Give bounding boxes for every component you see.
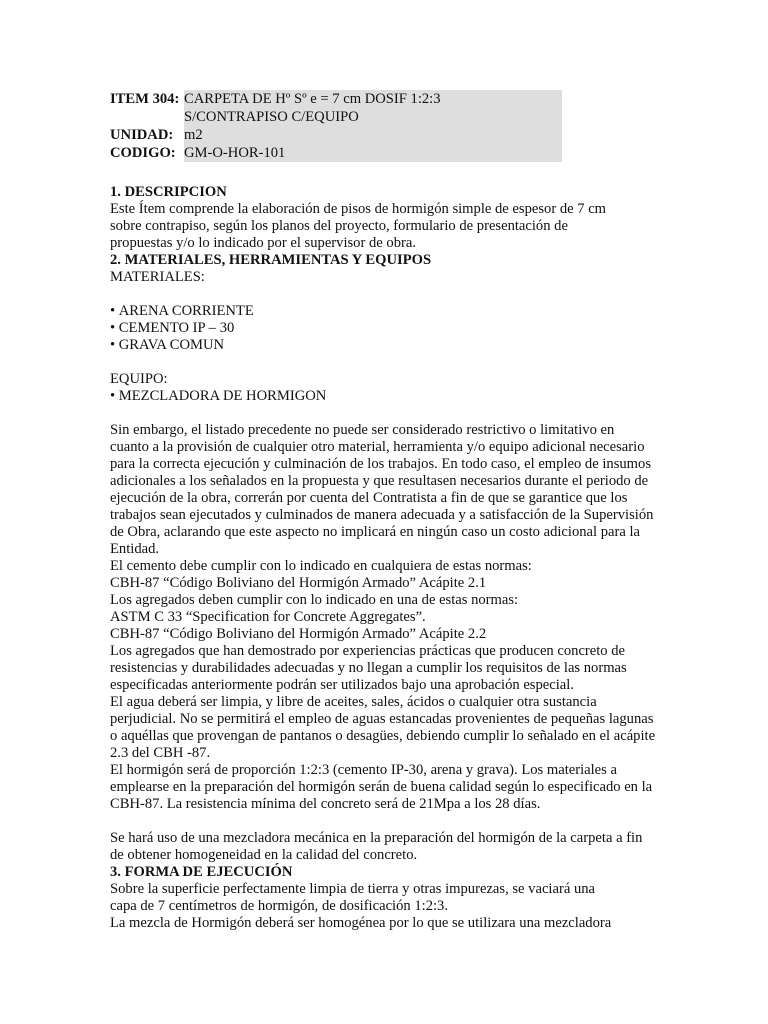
item-title-line-1: CARPETA DE Hº Sº e = 7 cm DOSIF 1:2:3 [184,90,562,108]
text-line: resistencias y durabilidades adecuadas y no llegan a cumplir los requisitos de las normas [110,660,627,676]
blank-line [110,813,690,830]
text-line: trabajos sean ejecutados y culminados de manera adecuada y a satisfacción de la Supervisión [110,507,654,523]
document-page [110,90,690,932]
section-3-line: Sobre la superficie perfectamente limpia de tierra y otras impurezas, se vaciará una [110,881,596,897]
text-line: 2.3 del CBH -87. [110,745,211,761]
section-1-title: 1. DESCRIPCION [110,184,227,200]
unidad-label: UNIDAD: [110,127,174,143]
text-line: o aquéllas que provengan de pantanos o desagües, debiendo cumplir lo señalado en el acápite [110,728,656,744]
text-line: CBH-87 “Código Boliviano del Hormigón Armado” Acápite 2.1 [110,575,487,591]
text-line: El hormigón será de proporción 1:2:3 (cemento IP-30, arena y grava). Los materiales a [110,762,617,778]
blank-line [110,354,690,371]
text-line: Los agregados deben cumplir con lo indicado en una de estas normas: [110,592,519,608]
text-line: especificadas anteriormente podrán ser utilizados bajo una aprobación especial. [110,677,574,693]
equipo-label: EQUIPO: [110,371,168,387]
text-line: emplearse en la preparación del hormigón serán de buena calidad según lo especificado en la [110,779,653,795]
unidad-value: m2 [184,126,562,144]
text-line: Se hará uso de una mezcladora mecánica en la preparación del hormigón de la carpeta a fin [110,830,643,846]
list-item: • MEZCLADORA DE HORMIGON [110,388,690,405]
section-3-line: La mezcla de Hormigón deberá ser homogénea por lo que se utilizara una mezcladora [110,915,612,931]
section-2-paragraph-1 [110,422,690,813]
list-item: • GRAVA COMUN [110,337,690,354]
text-line: de Obra, aclarando que este aspecto no implicará en ningún caso un costo adicional para la [110,524,641,540]
list-item: • CEMENTO IP – 30 [110,320,690,337]
section-1-line: sobre contrapiso, según los planos del proyecto, formulario de presentación de [110,218,568,234]
text-line: El cemento debe cumplir con lo indicado en cualquiera de estas normas: [110,558,532,574]
item-header-table [110,90,562,162]
section-1-line: propuestas y/o lo indicado por el supervisor de obra. [110,235,416,251]
text-line: CBH-87. La resistencia mínima del concreto será de 21Mpa a los 28 días. [110,796,541,812]
section-1-line: Este Ítem comprende la elaboración de pisos de hormigón simple de espesor de 7 cm [110,201,607,217]
text-line: adicionales a los señalados en la propuesta y que resultasen necesarios durante el periodo de [110,473,649,489]
text-line: ejecución de la obra, correrán por cuenta del Contratista a fin de que se garantice que los [110,490,628,506]
materiales-list [110,303,690,354]
text-line: Sin embargo, el listado precedente no puede ser considerado restrictivo o limitativo en [110,422,615,438]
section-3-line: capa de 7 centímetros de hormigón, de dosificación 1:2:3. [110,898,448,914]
text-line: ASTM C 33 “Specification for Concrete Aggregates”. [110,609,426,625]
text-line: para la correcta ejecución y culminación de los trabajos. En todo caso, el empleo de insumos [110,456,651,472]
text-line: Entidad. [110,541,160,557]
item-label: ITEM 304: [110,91,180,107]
item-title-line-2: S/CONTRAPISO C/EQUIPO [184,108,562,126]
text-line: perjudicial. No se permitirá el empleo de aguas estancadas provenientes de pequeñas lagunas [110,711,654,727]
text-line: cuanto a la provisión de cualquier otro material, herramienta y/o equipo adicional necesario [110,439,645,455]
blank-line [110,405,690,422]
section-2-title: 2. MATERIALES, HERRAMIENTAS Y EQUIPOS [110,252,432,268]
codigo-label: CODIGO: [110,145,176,161]
text-line: CBH-87 “Código Boliviano del Hormigón Armado” Acápite 2.2 [110,626,487,642]
section-3-title: 3. FORMA DE EJECUCIÓN [110,864,293,880]
section-2-paragraph-2 [110,830,690,864]
codigo-value: GM-O-HOR-101 [184,144,562,162]
equipo-list [110,388,690,405]
blank-line [110,286,690,303]
list-item: • ARENA CORRIENTE [110,303,690,320]
materiales-label: MATERIALES: [110,269,205,285]
text-line: Los agregados que han demostrado por experiencias prácticas que producen concreto de [110,643,626,659]
text-line: de obtener homogeneidad en la calidad del concreto. [110,847,418,863]
text-line: El agua deberá ser limpia, y libre de aceites, sales, ácidos o cualquier otra sustancia [110,694,597,710]
